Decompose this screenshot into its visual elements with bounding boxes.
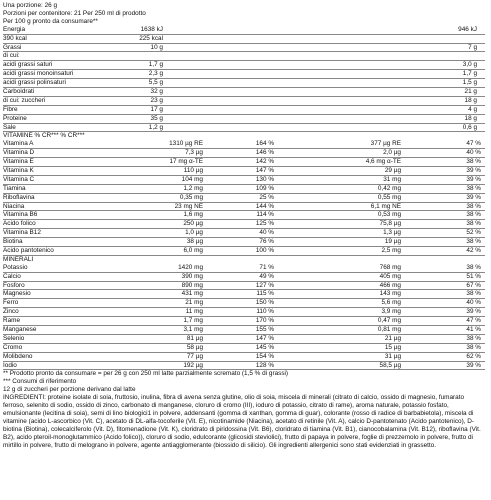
- vitamins-b-cell: 144 %: [255, 202, 274, 210]
- minerals-label-cell: Molibdeno: [3, 352, 33, 360]
- vitamins-b-cell: 25 %: [259, 193, 274, 201]
- nutrition-label-cell: Proteine: [3, 114, 27, 122]
- nutrition-b-cell: 1638 kJ: [140, 25, 163, 33]
- nutrition-row: [3, 115, 485, 124]
- vitamins-label-cell: Niacina: [3, 202, 25, 210]
- nutrition-label-cell: acidi grassi polinsaturi: [3, 79, 66, 87]
- nutrition-label-cell: 390 kcal: [3, 34, 27, 42]
- minerals-c-cell: 466 mg: [379, 281, 401, 289]
- vitamins-b-cell: 130 %: [255, 175, 274, 183]
- nutrition-row: [3, 44, 485, 53]
- vitamins-label-cell: Riboflavina: [3, 193, 35, 201]
- nutrition-d-cell: 0,6 g: [462, 123, 477, 131]
- nutrition-b-cell: 5,5 g: [148, 79, 163, 87]
- minerals-d-cell: 38 %: [466, 334, 481, 342]
- nutrition-row: [3, 97, 485, 106]
- vitamins-label-cell: Biotina: [3, 238, 23, 246]
- nutrition-b-cell: 1,7 g: [148, 61, 163, 69]
- nutrition-d-cell: 3,0 g: [462, 61, 477, 69]
- minerals-a-cell: 1,7 mg: [183, 317, 203, 325]
- vitamins-d-cell: 39 %: [466, 166, 481, 174]
- nutrition-d-cell: 4 g: [468, 105, 477, 113]
- minerals-b-cell: 150 %: [255, 299, 274, 307]
- minerals-a-cell: 21 mg: [185, 299, 203, 307]
- vitamins-row: [3, 167, 485, 176]
- minerals-b-cell: 155 %: [255, 326, 274, 334]
- minerals-b-cell: 145 %: [255, 343, 274, 351]
- minerals-row: [3, 264, 485, 273]
- vitamins-label-cell: Vitamina B6: [3, 211, 38, 219]
- vitamins-c-cell: 2,5 mg: [381, 247, 401, 254]
- minerals-row: [3, 273, 485, 282]
- vitamins-c-cell: 29 µg: [384, 166, 401, 174]
- vitamins-a-cell: 7,3 µg: [185, 149, 203, 157]
- minerals-d-cell: 41 %: [466, 326, 481, 334]
- minerals-b-cell: 128 %: [255, 361, 274, 369]
- minerals-b-cell: 170 %: [255, 317, 274, 325]
- minerals-label-cell: Selenio: [3, 334, 25, 342]
- minerals-c-cell: 0,81 mg: [377, 326, 401, 334]
- nutrition-b-cell: 225 kcal: [139, 34, 163, 42]
- minerals-c-cell: 3,9 mg: [381, 308, 401, 316]
- minerals-c-cell: 143 mg: [379, 290, 401, 298]
- vitamins-c-cell: 1,3 µg: [383, 229, 401, 237]
- minerals-row: [3, 326, 485, 335]
- nutrition-row: [3, 52, 485, 61]
- minerals-a-cell: 890 mg: [181, 281, 203, 289]
- vitamins-d-cell: 39 %: [466, 175, 481, 183]
- minerals-c-cell: 21 µg: [384, 334, 401, 342]
- minerals-d-cell: 40 %: [466, 299, 481, 307]
- nutrition-d-cell: 946 kJ: [458, 25, 477, 33]
- vitamins-b-cell: 76 %: [259, 238, 274, 246]
- servings-per-container: Porzioni per contenitore: 21 Per 250 ml di prodotto: [3, 9, 146, 17]
- minerals-a-cell: 431 mg: [181, 290, 203, 298]
- minerals-label-cell: Manganese: [3, 326, 37, 334]
- minerals-d-cell: 38 %: [466, 263, 481, 271]
- minerals-row: [3, 335, 485, 344]
- minerals-c-cell: 31 µg: [384, 352, 401, 360]
- vitamins-a-cell: 1,6 mg: [183, 211, 203, 219]
- nutrition-d-cell: 21 g: [464, 87, 477, 95]
- portion-size: Una porzione: 26 g: [3, 2, 58, 9]
- minerals-table: [3, 264, 485, 371]
- vitamins-label-cell: Acido pantotenico: [3, 247, 54, 254]
- vitamins-d-cell: 38 %: [466, 220, 481, 228]
- minerals-c-cell: 405 mg: [379, 272, 401, 280]
- nutrition-b-cell: 2,3 g: [148, 70, 163, 78]
- minerals-row: [3, 317, 485, 326]
- nutrition-row: [3, 61, 485, 70]
- vitamins-b-cell: 125 %: [255, 220, 274, 228]
- minerals-a-cell: 81 µg: [186, 334, 203, 342]
- minerals-row: [3, 362, 485, 371]
- vitamins-row: [3, 149, 485, 158]
- vitamins-table: [3, 140, 485, 256]
- vitamins-b-cell: 109 %: [255, 184, 274, 192]
- minerals-d-cell: 62 %: [466, 352, 481, 360]
- minerals-row: [3, 282, 485, 291]
- vitamins-d-cell: 38 %: [466, 158, 481, 166]
- minerals-d-cell: 39 %: [466, 308, 481, 316]
- minerals-d-cell: 38 %: [466, 290, 481, 298]
- vitamins-row: [3, 140, 485, 149]
- vitamins-a-cell: 23 mg NE: [174, 202, 203, 210]
- minerals-c-cell: 0,47 mg: [377, 317, 401, 325]
- nutrition-row: [3, 26, 485, 35]
- minerals-b-cell: 110 %: [256, 308, 274, 316]
- minerals-d-cell: 39 %: [466, 361, 481, 369]
- minerals-label-cell: Cromo: [3, 343, 23, 351]
- vitamins-row: [3, 158, 485, 167]
- vitamins-a-cell: 110 µg: [183, 166, 203, 174]
- vitamins-b-cell: 40 %: [259, 229, 274, 237]
- nutrition-label-cell: Fibre: [3, 105, 18, 113]
- nutrition-label-cell: acidi grassi saturi: [3, 61, 53, 69]
- nutrition-label-cell: Energia: [3, 25, 26, 33]
- vitamins-row: [3, 203, 485, 212]
- vitamins-d-cell: 52 %: [466, 229, 481, 237]
- ingredients-text: INGREDIENTI: proteine isolate di soia, fruttosio, inulina, fibra di avena senza glutine, olio di soia, miscela di minerali (citrato di calcio, ossido di magnesio, fumarato ferroso, selenito di sodio, ossido di zinco, carbonato di manganese, cloruro di cromo (III), ioduro di potassio, citrato di rame), aroma naturale, potassio fosfato, emulsionante (lecitina di soia), semi di lino biologici1 in polvere, addensanti (gomma di xanthan, gomma di guar), colorante (rosso di radice di barbabietola), miscela di vitamine (acido L-ascorbico (Vit. C), acetato di DL-alfa-tocoferile (Vit. E), nicotinamide (Niacina), acetato di retinile (Vit. A), calcio D-pantotenato (Acido pantotenico), D-biotina (Biotina), colecalciferolo (Vit. D), fitomenadione (Vit. K), cloridrato di piridossina (Vit. B6), cloridrato di tiamina (Vit. B1), cianocobalamina (Vit. B12), riboflavina (Vit. B2), acido pteroil-monoglutammico (Acido folico)), cloruro di sodio, edulcorante (glicosidi steviolici), frutto di papaya in polvere, foglie di prezzemolo in polvere, frutto di mirtillo in polvere, frutto di melograno in polvere, agente antiagglomerante (biossido di silicio). Gli ingredienti allergenici sono stati evidenziati in grassetto.: [3, 394, 481, 449]
- nutrition-table: [3, 26, 485, 133]
- vitamins-c-cell: 31 mg: [383, 175, 401, 183]
- minerals-label-cell: Ferro: [3, 299, 19, 307]
- minerals-a-cell: 58 µg: [186, 343, 203, 351]
- minerals-label-cell: Magnesio: [3, 290, 31, 298]
- nutrition-row: [3, 35, 485, 44]
- minerals-row: [3, 299, 485, 308]
- minerals-label-cell: Calcio: [3, 272, 21, 280]
- vitamins-b-cell: 100 %: [255, 247, 274, 254]
- nutrition-label-cell: acidi grassi monoinsaturi: [3, 70, 74, 78]
- vitamins-header: VITAMINE % CR*** % CR***: [3, 132, 85, 140]
- minerals-d-cell: 67 %: [466, 281, 481, 289]
- minerals-header: MINERALI: [3, 255, 34, 263]
- minerals-a-cell: 1420 mg: [178, 263, 203, 271]
- minerals-c-cell: 768 mg: [379, 263, 401, 271]
- nutrition-b-cell: 35 g: [150, 114, 163, 122]
- minerals-label-cell: Zinco: [3, 308, 19, 316]
- vitamins-row: [3, 247, 485, 256]
- vitamins-c-cell: 19 µg: [384, 238, 401, 246]
- nutrition-b-cell: 10 g: [150, 43, 163, 51]
- vitamins-a-cell: 1,0 µg: [185, 229, 203, 237]
- vitamins-d-cell: 40 %: [466, 149, 481, 157]
- minerals-label-cell: Iodio: [3, 361, 17, 369]
- vitamins-label-cell: Vitamina C: [3, 175, 35, 183]
- vitamins-b-cell: 147 %: [255, 166, 274, 174]
- vitamins-c-cell: 0,42 mg: [377, 184, 401, 192]
- footnote-ready-product: ** Prodotto pronto da consumare = per 26 g con 250 ml latte parzialmente scremato (1,5 % di grassi): [3, 370, 289, 378]
- minerals-d-cell: 38 %: [466, 343, 481, 351]
- minerals-row: [3, 353, 485, 362]
- nutrition-row: [3, 124, 485, 133]
- vitamins-b-cell: 114 %: [256, 211, 274, 219]
- vitamins-d-cell: 38 %: [466, 202, 481, 210]
- per-100g-header: Per 100 g pronto da consumare**: [3, 17, 98, 25]
- vitamins-row: [3, 229, 485, 238]
- minerals-b-cell: 71 %: [259, 263, 274, 271]
- vitamins-a-cell: 6,0 mg: [183, 247, 203, 254]
- vitamins-label-cell: Acido folico: [3, 220, 36, 228]
- minerals-row: [3, 308, 485, 317]
- nutrition-row: [3, 70, 485, 79]
- minerals-row: [3, 290, 485, 299]
- nutrition-d-cell: 1,7 g: [462, 70, 477, 78]
- nutrition-label-cell: Grassi: [3, 43, 22, 51]
- minerals-a-cell: 390 mg: [181, 272, 203, 280]
- vitamins-a-cell: 1,2 mg: [183, 184, 203, 192]
- vitamins-b-cell: 164 %: [255, 140, 274, 148]
- minerals-label-cell: Potassio: [3, 263, 28, 271]
- minerals-b-cell: 127 %: [255, 281, 274, 289]
- minerals-d-cell: 51 %: [466, 272, 481, 280]
- nutrition-b-cell: 17 g: [150, 105, 163, 113]
- minerals-b-cell: 147 %: [255, 334, 274, 342]
- vitamins-c-cell: 2,0 µg: [383, 149, 401, 157]
- minerals-c-cell: 15 µg: [384, 343, 401, 351]
- minerals-c-cell: 5,6 mg: [381, 299, 401, 307]
- vitamins-row: [3, 176, 485, 185]
- footnote-reference-intake: *** Consumi di riferimento: [3, 378, 77, 386]
- nutrition-row: [3, 106, 485, 115]
- minerals-c-cell: 58,5 µg: [379, 361, 401, 369]
- minerals-a-cell: 11 mg: [185, 308, 203, 316]
- nutrition-d-cell: 18 g: [464, 114, 477, 122]
- vitamins-d-cell: 47 %: [466, 140, 481, 148]
- minerals-a-cell: 192 µg: [183, 361, 203, 369]
- vitamins-a-cell: 104 mg: [181, 175, 203, 183]
- nutrition-row: [3, 79, 485, 88]
- vitamins-a-cell: 1310 µg RE: [169, 140, 203, 148]
- vitamins-b-cell: 142 %: [255, 158, 274, 166]
- vitamins-d-cell: 38 %: [466, 184, 481, 192]
- nutrition-b-cell: 1,2 g: [148, 123, 163, 131]
- nutrition-label-cell: Carboidrati: [3, 87, 35, 95]
- minerals-row: [3, 344, 485, 353]
- nutrition-d-cell: 1,5 g: [462, 79, 477, 87]
- vitamins-a-cell: 0,35 mg: [179, 193, 203, 201]
- vitamins-d-cell: 39 %: [466, 193, 481, 201]
- vitamins-c-cell: 6,1 mg NE: [370, 202, 401, 210]
- vitamins-c-cell: 4,6 mg α-TE: [365, 158, 401, 166]
- vitamins-row: [3, 220, 485, 229]
- footnote-sugars: 12 g di zuccheri per porzione derivano dal latte: [3, 386, 136, 394]
- vitamins-d-cell: 42 %: [466, 247, 481, 254]
- vitamins-c-cell: 0,55 mg: [377, 193, 401, 201]
- vitamins-c-cell: 0,53 mg: [377, 211, 401, 219]
- minerals-b-cell: 115 %: [256, 290, 274, 298]
- nutrition-d-cell: 18 g: [464, 96, 477, 104]
- vitamins-label-cell: Vitamina D: [3, 149, 35, 157]
- vitamins-label-cell: Vitamina A: [3, 140, 34, 148]
- nutrition-b-cell: 32 g: [150, 87, 163, 95]
- vitamins-c-cell: 75,8 µg: [379, 220, 401, 228]
- minerals-label-cell: Fosforo: [3, 281, 25, 289]
- minerals-d-cell: 47 %: [466, 317, 481, 325]
- vitamins-label-cell: Tiamina: [3, 184, 26, 192]
- nutrition-b-cell: 23 g: [150, 96, 163, 104]
- nutrition-d-cell: 7 g: [468, 43, 477, 51]
- vitamins-label-cell: Vitamina E: [3, 158, 34, 166]
- nutrition-label-cell: Sale: [3, 123, 16, 131]
- vitamins-row: [3, 211, 485, 220]
- vitamins-a-cell: 17 mg α-TE: [169, 158, 203, 166]
- minerals-b-cell: 154 %: [255, 352, 274, 360]
- vitamins-a-cell: 38 µg: [186, 238, 203, 246]
- minerals-b-cell: 49 %: [259, 272, 274, 280]
- vitamins-row: [3, 238, 485, 247]
- vitamins-row: [3, 194, 485, 203]
- minerals-a-cell: 3,1 mg: [183, 326, 203, 334]
- vitamins-row: [3, 185, 485, 194]
- vitamins-d-cell: 38 %: [466, 211, 481, 219]
- vitamins-b-cell: 146 %: [255, 149, 274, 157]
- minerals-a-cell: 77 µg: [186, 352, 203, 360]
- minerals-label-cell: Rame: [3, 317, 21, 325]
- vitamins-a-cell: 250 µg: [183, 220, 203, 228]
- vitamins-label-cell: Vitamina K: [3, 166, 34, 174]
- vitamins-c-cell: 377 µg RE: [370, 140, 401, 148]
- nutrition-label-cell: di cui: zuccheri: [3, 96, 46, 104]
- vitamins-label-cell: Vitamina B12: [3, 229, 41, 237]
- nutrition-row: [3, 88, 485, 97]
- nutrition-label-cell: di cui:: [3, 52, 20, 60]
- vitamins-d-cell: 38 %: [466, 238, 481, 246]
